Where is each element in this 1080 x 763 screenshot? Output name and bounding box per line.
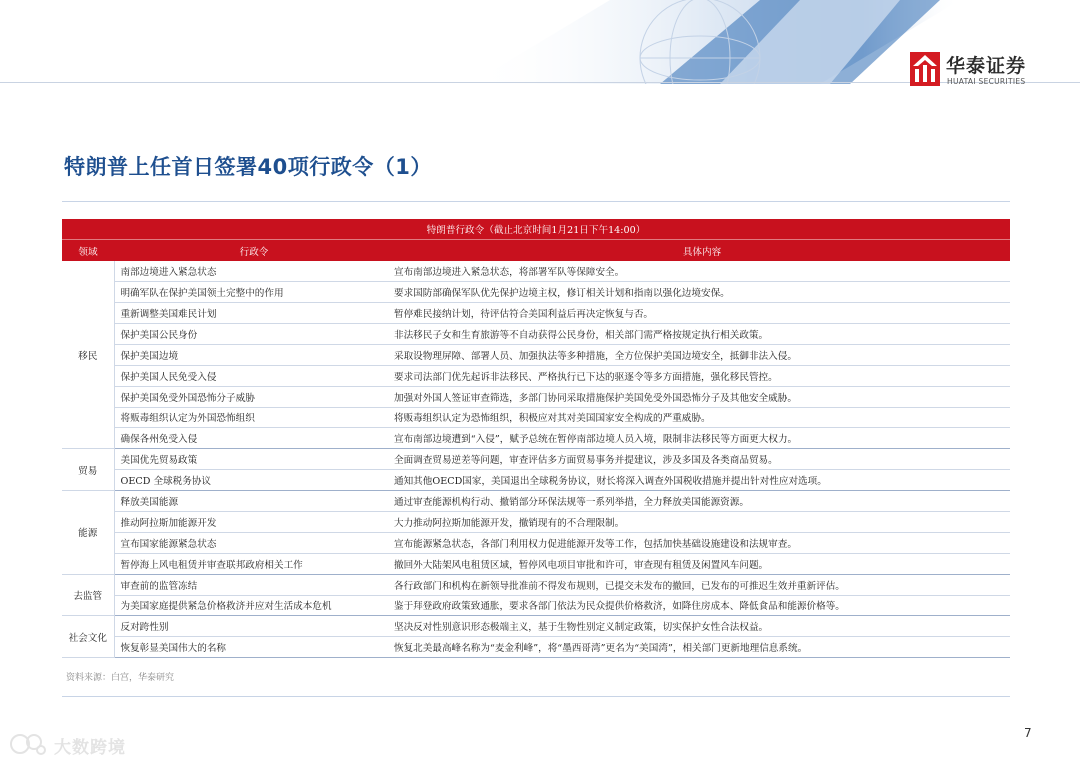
detail-cell: 大力推动阿拉斯加能源开发，撤销现有的不合理限制。 (394, 511, 1010, 532)
table-row (62, 449, 1010, 470)
table-row (62, 491, 1010, 512)
page-number: 7 (1024, 726, 1032, 740)
order-cell: 暂停海上风电租赁并审查联邦政府相关工作 (114, 553, 394, 574)
detail-cell: 恢复北美最高峰名称为“麦金利峰”，将“墨西哥湾”更名为“美国湾”，相关部门更新地理信息系统。 (394, 637, 1010, 658)
order-cell: 保护美国边境 (114, 344, 394, 365)
category-cell: 去监管 (62, 574, 114, 616)
footer-rule (62, 696, 1010, 697)
order-cell: 宣布国家能源紧急状态 (114, 532, 394, 553)
order-cell: OECD 全球税务协议 (114, 470, 394, 491)
detail-cell: 加强对外国人签证审查筛选，多部门协同采取措施保护美国免受外国恐怖分子及其他安全威胁。 (394, 386, 1010, 407)
table-row (62, 532, 1010, 553)
table-row (62, 261, 1010, 282)
detail-cell: 撤回外大陆架风电租赁区域，暂停风电项目审批和许可，审查现有租赁及闲置风车问题。 (394, 553, 1010, 574)
title-rule (62, 201, 1010, 202)
detail-cell: 非法移民子女和生育旅游等不自动获得公民身份，相关部门需严格按规定执行相关政策。 (394, 323, 1010, 344)
detail-cell: 要求司法部门优先起诉非法移民、严格执行已下达的驱逐令等多方面措施，强化移民管控。 (394, 365, 1010, 386)
table-row (62, 386, 1010, 407)
brand-name-cn: 华泰证券 (946, 55, 1027, 77)
detail-cell: 通知其他OECD国家，美国退出全球税务协议，财长将深入调查外国税收措施并提出针对性应对选项。 (394, 470, 1010, 491)
watermark-text: 大数跨境 (54, 738, 126, 758)
table-row (62, 428, 1010, 449)
table-row (62, 407, 1010, 428)
huatai-logo-icon (910, 52, 940, 86)
detail-cell: 宣布南部边境进入紧急状态，将部署军队等保障安全。 (394, 261, 1010, 282)
detail-cell: 通过审查能源机构行动、撤销部分环保法规等一系列举措，全力释放美国能源资源。 (394, 491, 1010, 512)
detail-cell: 暂停难民接纳计划，待评估符合美国利益后再决定恢复与否。 (394, 303, 1010, 324)
detail-cell: 要求国防部确保军队优先保护边境主权，修订相关计划和指南以强化边境安保。 (394, 282, 1010, 303)
table-row (62, 323, 1010, 344)
detail-cell: 鉴于拜登政府政策致通胀，要求各部门依法为民众提供价格救济，如降住房成本、降低食品和能源价格等。 (394, 595, 1010, 616)
column-header-order: 行政令 (114, 240, 394, 261)
order-cell: 明确军队在保护美国领土完整中的作用 (114, 282, 394, 303)
table-row (62, 637, 1010, 658)
order-cell: 保护美国免受外国恐怖分子威胁 (114, 386, 394, 407)
column-header-domain: 领域 (62, 240, 114, 261)
order-cell: 推动阿拉斯加能源开发 (114, 511, 394, 532)
detail-cell: 宣布能源紧急状态，各部门利用权力促进能源开发等工作，包括加快基础设施建设和法规审查。 (394, 532, 1010, 553)
order-cell: 反对跨性别 (114, 616, 394, 637)
table-row (62, 303, 1010, 324)
detail-cell: 各行政部门和机构在新领导批准前不得发布规则，已提交未发布的撤回，已发布的可推迟生效并重新评估。 (394, 574, 1010, 595)
table-caption: 特朗普行政令（截止北京时间1月21日下午14:00） (62, 219, 1010, 240)
table-row (62, 553, 1010, 574)
table-header-row (62, 240, 1010, 261)
brand-name-en: HUATAI SECURITIES (947, 77, 1026, 86)
order-cell: 释放美国能源 (114, 491, 394, 512)
category-cell: 能源 (62, 491, 114, 575)
table-row (62, 574, 1010, 595)
order-cell: 重新调整美国难民计划 (114, 303, 394, 324)
category-cell: 贸易 (62, 449, 114, 491)
table-row (62, 511, 1010, 532)
table-row (62, 344, 1010, 365)
order-cell: 美国优先贸易政策 (114, 449, 394, 470)
order-cell: 南部边境进入紧急状态 (114, 261, 394, 282)
category-cell: 社会文化 (62, 616, 114, 658)
detail-cell: 宣布南部边境遭到“入侵”，赋予总统在暂停南部边境人员入境，限制非法移民等方面更大权力。 (394, 428, 1010, 449)
brand-logo (910, 52, 1050, 92)
watermark (8, 730, 148, 758)
detail-cell: 全面调查贸易逆差等问题，审查评估多方面贸易事务并提建议，涉及多国及各类商品贸易。 (394, 449, 1010, 470)
order-cell: 恢复彰显美国伟大的名称 (114, 637, 394, 658)
table-caption-row (62, 219, 1010, 240)
table-body (62, 261, 1010, 658)
category-cell: 移民 (62, 261, 114, 449)
table-row (62, 595, 1010, 616)
watermark-icon (8, 730, 48, 758)
table-row (62, 282, 1010, 303)
detail-cell: 采取设物理屏障、部署人员、加强执法等多种措施，全方位保护美国边境安全，抵御非法入侵。 (394, 344, 1010, 365)
table-row (62, 470, 1010, 491)
executive-orders-table (62, 219, 1010, 658)
source-note: 资料来源：白宫，华泰研究 (66, 673, 175, 683)
order-cell: 确保各州免受入侵 (114, 428, 394, 449)
order-cell: 为美国家庭提供紧急价格救济并应对生活成本危机 (114, 595, 394, 616)
table-row (62, 365, 1010, 386)
order-cell: 审查前的监管冻结 (114, 574, 394, 595)
column-header-detail: 具体内容 (394, 240, 1010, 261)
order-cell: 保护美国公民身份 (114, 323, 394, 344)
detail-cell: 坚决反对性别意识形态极端主义，基于生物性别定义制定政策，切实保护女性合法权益。 (394, 616, 1010, 637)
order-cell: 将贩毒组织认定为外国恐怖组织 (114, 407, 394, 428)
order-cell: 保护美国人民免受入侵 (114, 365, 394, 386)
page-title: 特朗普上任首日签署40项行政令（1） (64, 155, 432, 179)
table-row (62, 616, 1010, 637)
detail-cell: 将贩毒组织认定为恐怖组织，积极应对其对美国国家安全构成的严重威胁。 (394, 407, 1010, 428)
